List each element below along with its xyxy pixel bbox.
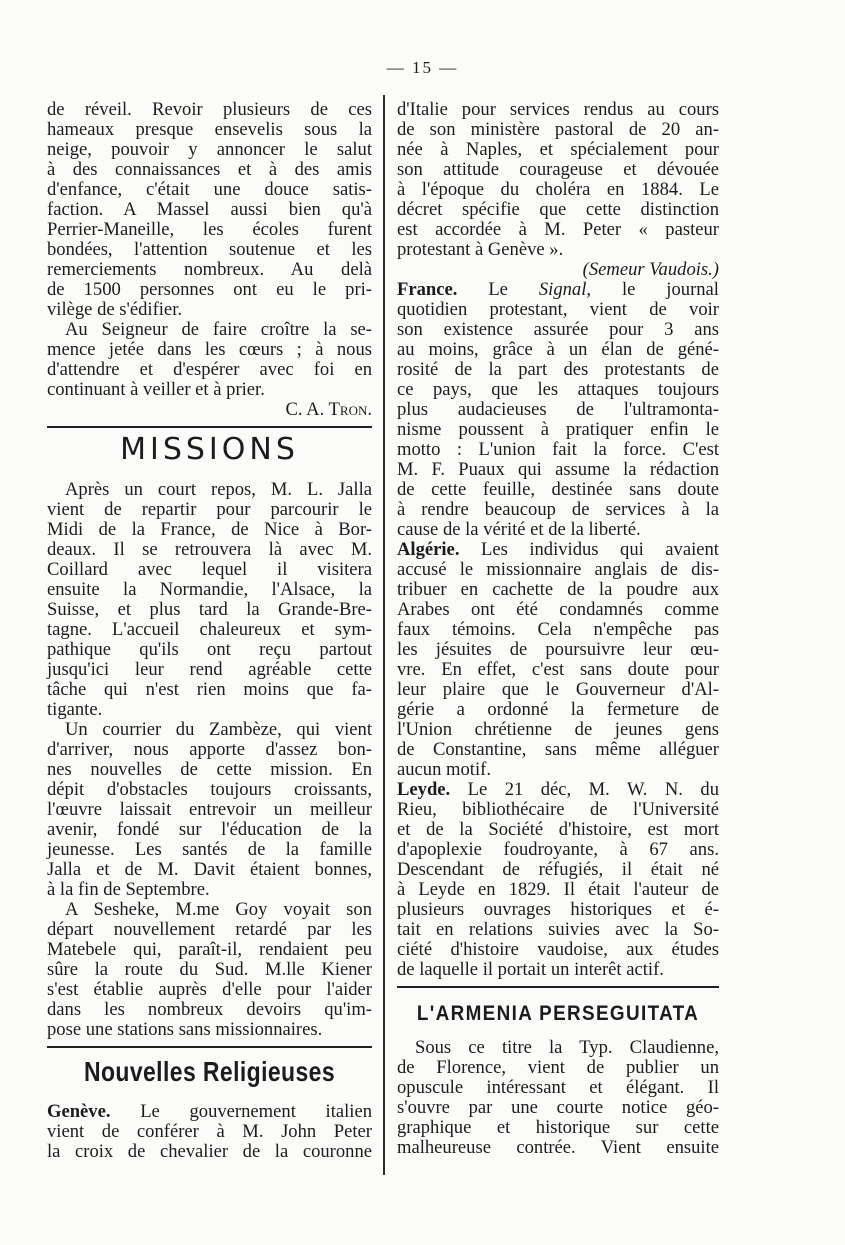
- text-line: à rendre beaucoup de services à la: [397, 499, 719, 520]
- geneve-first-line: [47, 1102, 372, 1122]
- text-line: de cette feuille, destinée sans doute: [397, 479, 719, 500]
- text-line: départ nouvellement retardé par les: [47, 919, 372, 940]
- text-line: motto : L'union fait la force. C'est: [397, 439, 719, 460]
- article-continuation: [47, 100, 372, 400]
- text-line: accusé le missionnaire anglais de dis-: [397, 559, 719, 580]
- text-line: pathique qu'ils ont reçu partout: [47, 639, 372, 660]
- text-line: Sous ce titre la Typ. Claudienne,: [415, 1037, 719, 1058]
- france-newspaper-name: Signal,: [538, 279, 592, 300]
- text-line: vilège de s'édifier.: [47, 299, 183, 320]
- text-line: faux témoins. Cela n'empêche pas: [397, 619, 719, 640]
- france-first-a: Le: [488, 279, 508, 300]
- column-divider: [383, 95, 385, 1175]
- text-line: M. F. Puaux qui assume la rédaction: [397, 459, 719, 480]
- text-line: Suisse, et plus tard la Grande-Bre-: [47, 599, 372, 620]
- text-line: Matebele qui, paraît-il, rendaient peu: [47, 939, 372, 960]
- text-line: à Leyde en 1829. Il était l'auteur de: [397, 879, 719, 900]
- text-line: continuant à veiller et à prier.: [47, 379, 265, 400]
- geneve-first-text: Le gouvernement italien: [140, 1101, 372, 1122]
- text-line: quotidien protestant, vient de voir: [397, 299, 719, 320]
- left-column: [47, 100, 372, 1162]
- text-line: s'est établie auprès d'elle pour l'aider: [47, 979, 372, 1000]
- text-line: neige, pouvoir y annoncer le salut: [47, 139, 372, 160]
- text-line: de laquelle il portait un interêt actif.: [397, 959, 664, 980]
- text-line: de réveil. Revoir plusieurs de ces: [47, 99, 372, 120]
- page-number: — 15 —: [386, 58, 459, 77]
- text-line: Rieu, bibliothécaire de l'Université: [397, 799, 719, 820]
- text-line: hameaux presque ensevelis sous la: [47, 119, 372, 140]
- text-line: cause de la vérité et de la liberté.: [397, 519, 641, 540]
- geneve-continuation: [397, 100, 719, 260]
- text-line: rosité de la part des protestants de: [397, 359, 719, 380]
- text-line: aucun motif.: [397, 759, 491, 780]
- text-line: de Constantine, sans même alléguer: [397, 739, 719, 760]
- geneve-article: [47, 1122, 372, 1162]
- text-line: ciété d'histoire vaudoise, aux études: [397, 939, 719, 960]
- text-line: remerciements nombreux. Au delà: [47, 259, 372, 280]
- text-line: vient de conférer à M. John Peter: [47, 1121, 372, 1142]
- text-line: Un courrier du Zambèze, qui vient: [65, 719, 372, 740]
- text-line: d'enfance, c'était une douce satis-: [47, 179, 372, 200]
- text-line: ce pays, que les attaques toujours: [397, 379, 719, 400]
- geneve-source: (Semeur Vaudois.): [582, 259, 719, 280]
- france-first-line: [397, 280, 719, 300]
- text-line: les jésuites de poursuivre leur œu-: [397, 639, 719, 660]
- text-line: vre. En effet, c'est sans doute pour: [397, 659, 719, 680]
- text-line: deaux. Il se retrouvera là avec M.: [47, 539, 372, 560]
- nouvelles-heading: Nouvelles Religieuses: [83, 1056, 336, 1087]
- text-line: est accordée à M. Peter « pasteur: [397, 219, 719, 240]
- armenia-article: [397, 1038, 719, 1158]
- text-line: et de la Société d'histoire, est mort: [397, 819, 719, 840]
- text-line: dans les nombreux devoirs qu'im-: [47, 999, 372, 1020]
- missions-article: [47, 480, 372, 1040]
- text-line: Midi de la France, de Nice à Bor-: [47, 519, 372, 540]
- text-line: de son ministère pastoral de 20 an-: [397, 119, 719, 140]
- france-article: [397, 300, 719, 540]
- text-line: gérie a ordonné la fermeture de: [397, 699, 719, 720]
- text-line: mence jetée dans les cœurs ; à nous: [47, 339, 372, 360]
- section-rule: [47, 1046, 372, 1048]
- text-line: Au Seigneur de faire croître la se-: [65, 319, 372, 340]
- text-line: opuscule intéressant et élégant. Il: [397, 1077, 719, 1098]
- text-line: la croix de chevalier de la couronne: [47, 1141, 372, 1162]
- algerie-first-text: Les individus qui avaient: [480, 539, 719, 560]
- france-first-b: le journal: [621, 279, 719, 300]
- text-line: avenir, fondé sur l'éducation de la: [47, 819, 372, 840]
- text-line: ensuite la Normandie, l'Alsace, la: [47, 579, 372, 600]
- text-line: vient de repartir pour parcourir le: [47, 499, 372, 520]
- text-line: pose une stations sans missionnaires.: [47, 1019, 323, 1040]
- text-line: à la fin de Septembre.: [47, 879, 210, 900]
- text-line: tigante.: [47, 699, 103, 720]
- text-line: A Sesheke, M.me Goy voyait son: [65, 899, 372, 920]
- text-line: d'attendre et d'espérer avec foi en: [47, 359, 372, 380]
- text-line: s'ouvre par une courte notice géo-: [397, 1097, 719, 1118]
- text-line: l'œuvre laissait entrevoir un meilleur: [47, 799, 372, 820]
- missions-heading: MISSIONS: [120, 432, 299, 467]
- france-lead: France.: [397, 279, 458, 300]
- text-line: tagne. L'accueil chaleureux et sym-: [47, 619, 372, 640]
- text-line: malheureuse contrée. Vient ensuite: [397, 1137, 719, 1158]
- text-line: Après un court repos, M. L. Jalla: [65, 479, 372, 500]
- text-line: de 1500 personnes ont eu le pri-: [47, 279, 372, 300]
- geneve-lead: Genève.: [47, 1101, 111, 1122]
- section-rule: [397, 986, 719, 988]
- text-line: l'Union chrétienne de jeunes gens: [397, 719, 719, 740]
- text-line: son existence assurée pour 3 ans: [397, 319, 719, 340]
- text-line: graphique et historique sur cette: [397, 1117, 719, 1138]
- text-line: jeunesse. Les santés de la famille: [47, 839, 372, 860]
- text-line: au moins, grâce à un élan de géné-: [397, 339, 719, 360]
- text-line: à des connaissances et à des amis: [47, 159, 372, 180]
- armenia-heading: L'ARMENIA PERSEGUITATA: [416, 1002, 700, 1025]
- text-line: protestant à Genève ».: [397, 239, 564, 260]
- leyde-article: [397, 800, 719, 980]
- text-line: tait en relations suivies avec la So-: [397, 919, 719, 940]
- text-line: Perrier-Maneille, les écoles furent: [47, 219, 372, 240]
- algerie-first-line: [397, 540, 719, 560]
- text-line: jusqu'ici leur rend agréable cette: [47, 659, 372, 680]
- text-line: d'arriver, nous apporte d'assez bon-: [47, 739, 372, 760]
- text-line: décret spécifie que cette distinction: [397, 199, 719, 220]
- text-line: leur plaire que le Gouverneur d'Al-: [397, 679, 719, 700]
- algerie-article: [397, 560, 719, 780]
- algerie-lead: Algérie.: [397, 539, 460, 560]
- text-line: Jalla et de M. Davit étaient bonnes,: [47, 859, 372, 880]
- text-line: à l'époque du choléra en 1884. Le: [397, 179, 719, 200]
- right-column: [397, 100, 719, 1158]
- text-line: Arabes ont été condamnés comme: [397, 599, 719, 620]
- leyde-first-line: [397, 780, 719, 800]
- text-line: Descendant de réfugiés, il était né: [397, 859, 719, 880]
- text-line: de Florence, vient de publier un: [397, 1057, 719, 1078]
- leyde-lead: Leyde.: [397, 779, 451, 800]
- text-line: d'Italie pour services rendus au cours: [397, 99, 719, 120]
- text-line: bondées, l'attention soutenue et les: [47, 239, 372, 260]
- text-line: sûre la route du Sud. M.lle Kiener: [47, 959, 372, 980]
- text-line: plusieurs ouvrages historiques et é-: [397, 899, 719, 920]
- text-line: d'apoplexie foudroyante, à 67 ans.: [397, 839, 719, 860]
- text-line: tâche qui n'est rien moins que fa-: [47, 679, 372, 700]
- text-line: son attitude courageuse et dévouée: [397, 159, 719, 180]
- text-line: née à Naples, et spécialement pour: [397, 139, 719, 160]
- text-line: dépit d'obstacles toujours croissants,: [47, 779, 372, 800]
- text-line: tribuer en cachette de la poudre aux: [397, 579, 719, 600]
- signature: C. A. Tron.: [285, 399, 372, 420]
- text-line: nisme poussent à pratiquer enfin le: [397, 419, 719, 440]
- text-line: Coillard avec lequel il visitera: [47, 559, 372, 580]
- section-rule: [47, 426, 372, 428]
- text-line: plus audacieuses de l'ultramonta-: [397, 399, 719, 420]
- text-line: faction. A Massel aussi bien qu'à: [47, 199, 372, 220]
- text-line: nes nouvelles de cette mission. En: [47, 759, 372, 780]
- leyde-first-text: Le 21 déc, M. W. N. du: [467, 779, 719, 800]
